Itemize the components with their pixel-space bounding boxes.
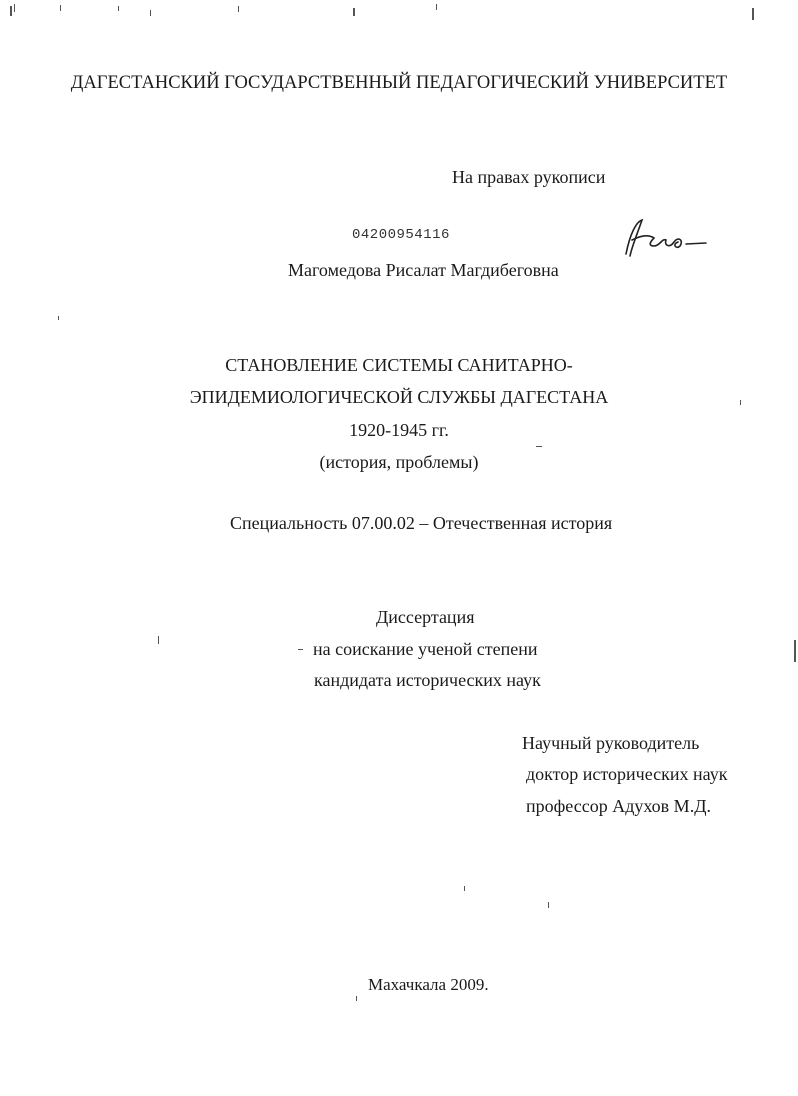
title-line-2: ЭПИДЕМИОЛОГИЧЕСКОЙ СЛУЖБЫ ДАГЕСТАНА	[189, 387, 609, 407]
scan-speck	[10, 6, 12, 16]
scan-speck	[58, 316, 59, 320]
scan-speck	[436, 4, 437, 10]
scan-speck	[548, 902, 549, 908]
manuscript-rights: На правах рукописи	[452, 167, 606, 187]
scan-speck	[752, 8, 754, 20]
scan-speck	[794, 640, 796, 662]
specialty: Специальность 07.00.02 – Отечественная история	[230, 513, 613, 533]
scan-speck	[158, 636, 159, 644]
scan-speck	[353, 8, 355, 16]
signature	[620, 212, 710, 262]
title-subtitle: (история, проблемы)	[319, 452, 479, 472]
scan-speck	[14, 4, 15, 12]
scan-speck	[356, 996, 357, 1001]
scan-speck	[150, 10, 151, 16]
signature-scribble	[620, 212, 710, 262]
city-year: Махачкала 2009.	[368, 975, 489, 994]
scan-speck	[60, 5, 61, 11]
dissertation-degree-line: на соискание ученой степени	[313, 639, 538, 659]
dissertation-field-line: кандидата исторических наук	[314, 670, 541, 690]
scan-speck	[536, 446, 542, 447]
university-name: ДАГЕСТАНСКИЙ ГОСУДАРСТВЕННЫЙ ПЕДАГОГИЧЕСКИЙ УНИВЕРСИТЕТ	[70, 73, 728, 93]
author-name: Магомедова Рисалат Магдибеговна	[288, 260, 559, 280]
scan-speck	[298, 649, 303, 650]
registry-number: 04200954116	[352, 227, 450, 243]
scan-speck	[238, 6, 239, 12]
supervisor-degree: доктор исторических наук	[526, 764, 728, 784]
scan-speck	[464, 886, 465, 891]
supervisor-role: Научный руководитель	[522, 733, 700, 753]
dissertation-label: Диссертация	[376, 607, 475, 627]
scan-speck	[118, 6, 119, 11]
title-years: 1920-1945 гг.	[349, 420, 449, 440]
title-line-1: СТАНОВЛЕНИЕ СИСТЕМЫ САНИТАРНО-	[225, 355, 573, 375]
supervisor-name: профессор Адухов М.Д.	[526, 796, 711, 816]
